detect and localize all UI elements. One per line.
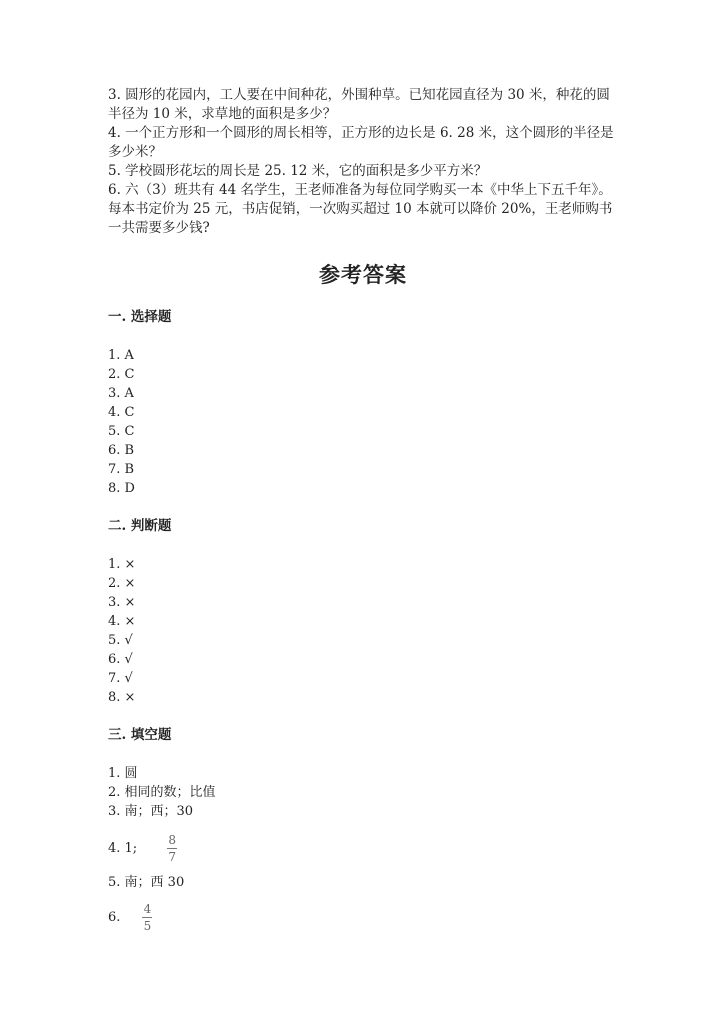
list-item: 1. × [108,557,136,572]
fraction-bar [167,848,177,849]
list-item: 3. × [108,595,136,610]
list-item: 3. A [108,386,134,401]
fraction-denominator: 5 [143,918,152,933]
answer-6-label: 6. [108,909,121,925]
fraction-denominator: 7 [168,849,176,864]
section-heading-choice: 一. 选择题 [108,309,172,325]
fill-answer-5: 5. 南；西 30 [108,875,185,890]
list-item: 5. C [108,424,135,439]
problem-4: 4. 一个正方形和一个圆形的周长相等，正方形的边长是 6. 28 米，这个圆形的半径是多少米？ [108,125,614,160]
list-item: 8. D [108,481,135,496]
fill-answer-6 [108,896,618,938]
list-item: 4. × [108,614,136,629]
answer-4-label: 4. 1; [108,840,138,856]
list-item: 2. × [108,576,136,591]
judge-answer-list [108,555,618,707]
list-item: 3. 南；西；30 [108,804,194,819]
fill-answer-list [108,764,618,821]
list-item: 7. B [108,462,135,477]
fraction [167,833,177,864]
choice-answer-list [108,346,618,498]
fraction-numerator: 4 [143,901,152,916]
section-heading-judge: 二. 判断题 [108,518,172,534]
list-item: 2. 相同的数；比值 [108,785,216,800]
list-item: 4. C [108,405,135,420]
answer-page [108,86,618,938]
list-item: 2. C [108,367,135,382]
problem-6: 6. 六（3）班共有 44 名学生，王老师准备为每位同学购买一本《中华上下五千年》。每本书定价为 25 元，书店促销，一次购买超过 10 本就可以降价 20%，王老师购书一共需要多少钱? [108,182,613,236]
section-heading-fill: 三. 填空题 [108,727,172,743]
list-item: 6. √ [108,652,133,667]
answer-title: 参考答案 [319,262,407,287]
problem-3: 3. 圆形的花园内，工人要在中间种花，外围种草。已知花园直径为 30 米，种花的圆半径为 10 米，求草地的面积是多少？ [108,87,610,122]
list-item: 5. √ [108,633,133,648]
fraction [142,902,152,933]
list-item: 6. B [108,443,135,458]
problem-5: 5. 学校圆形花坛的周长是 25. 12 米，它的面积是多少平方米？ [108,163,488,179]
fill-answer-4 [108,827,618,869]
list-item: 1. 圆 [108,766,138,781]
list-item: 8. × [108,690,136,705]
fraction-numerator: 8 [168,832,176,847]
list-item: 7. √ [108,671,133,686]
fraction-bar [142,917,152,918]
list-item: 1. A [108,348,134,363]
